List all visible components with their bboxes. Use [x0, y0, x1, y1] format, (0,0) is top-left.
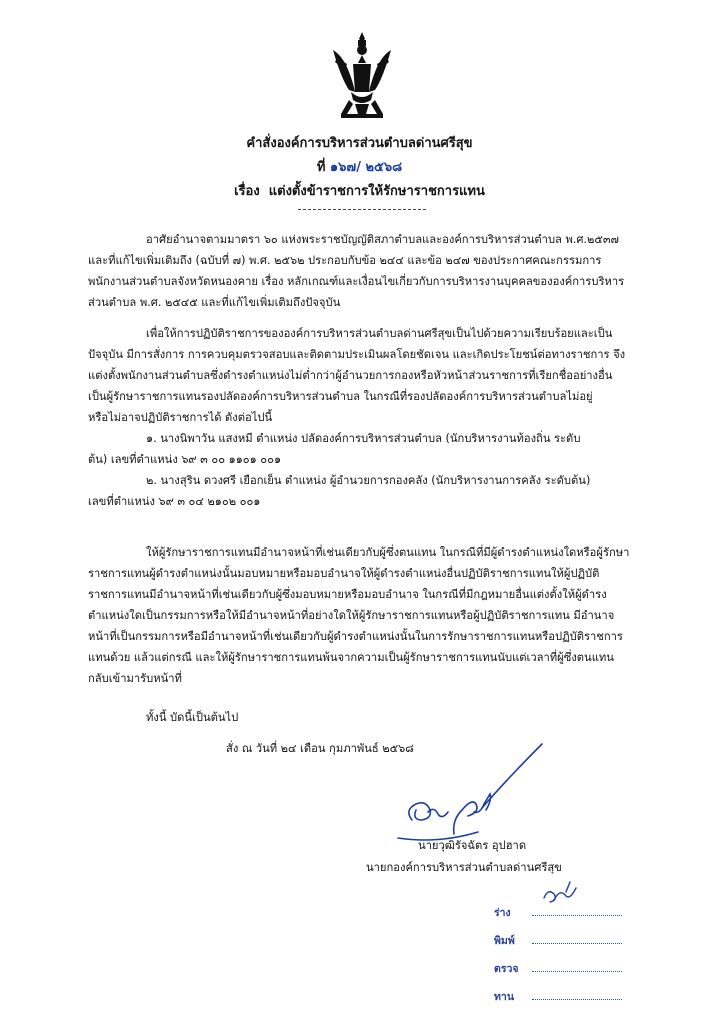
paragraph-line: หน้าที่เป็นกรรมการหรือมีอำนาจหน้าที่เช่นเดียวกับผู้ดำรงตำแหน่งนั้นในการรักษาราชการแทนหรือปฏิบัติราชการ [88, 630, 623, 643]
review-row-checked [472, 954, 622, 982]
appointee-2: ๒. นางสุริน ดวงศรี เยือกเย็น ตำแหน่ง ผู้อำนวยการกองคลัง (นักบริหารงานการคลัง ระดับต้น) [146, 474, 591, 487]
paragraph-line: แทนด้วย แล้วแต่กรณี และให้ผู้รักษาราชการแทนพ้นจากความเป็นผู้รักษาราชการแทนนับแต่เวลาที่ผู้ซึ่งตนแทน [88, 651, 614, 664]
review-dotted-line [532, 999, 622, 1000]
appointee-2-position-number: เลขที่ตำแหน่ง ๖๙ ๓ ๐๔ ๒๑๐๒ ๐๐๑ [88, 495, 261, 508]
paragraph-line: หรือไม่อาจปฏิบัติราชการได้ ดังต่อไปนี้ [88, 411, 273, 424]
order-number-prefix: ที่ [316, 160, 326, 175]
paragraph-line: ส่วนตำบล พ.ศ. ๒๕๔๕ และที่แก้ไขเพิ่มเติมถึงปัจจุบัน [88, 296, 341, 309]
review-dotted-line [532, 971, 622, 972]
review-label: ตรวจ [494, 963, 519, 975]
garuda-emblem-icon [327, 30, 397, 120]
review-dotted-line [532, 915, 622, 916]
paragraph-line: ปัจจุบัน มีการสั่งการ การควบคุมตรวจสอบและติดตามประเมินผลโดยชัดเจน และเกิดประโยชน์ต่อทางราชการ จึง [88, 348, 626, 361]
order-date: สั่ง ณ วันที่ ๒๔ เดือน กุมภาพันธ์ ๒๕๖๘ [226, 742, 414, 755]
appointee-1: ๑. นางนิพาวัน แสงหมี ตำแหน่ง ปลัดองค์การบริหารส่วนตำบล (นักบริหารงานท้องถิ่น ระดับ [146, 432, 581, 445]
paragraph-appointment [88, 323, 670, 512]
signer-position: นายกองค์การบริหารส่วนตำบลด่านศรีสุข [366, 861, 562, 874]
header-divider [298, 209, 426, 210]
order-number-value: ๑๖๗/ ๒๕๖๘ [329, 160, 403, 175]
order-title: คำสั่งองค์การบริหารส่วนตำบลด่านศรีสุข [246, 136, 473, 151]
order-number [0, 156, 719, 177]
review-row-draft [472, 898, 622, 926]
paragraph-line: เป็นผู้รักษาราชการแทนรองปลัดองค์การบริหารส่วนตำบล ในกรณีที่รองปลัดองค์การบริหารส่วนตำบลไม่อยู่ [88, 390, 593, 403]
review-row-typed [472, 926, 622, 954]
paragraph-line: พนักงานส่วนตำบลจังหวัดหนองคาย เรื่อง หลักเกณฑ์และเงื่อนไขเกี่ยวกับการบริหารงานบุคคลขององค์การบริหาร [88, 275, 625, 288]
paragraph-line: ให้ผู้รักษาราชการแทนมีอำนาจหน้าที่เช่นเดียวกับผู้ซึ่งตนแทน ในกรณีที่มีผู้ดำรงตำแหน่งใดหรือผู้รักษา [146, 546, 630, 559]
appointee-1-position-number: ต้น) เลขที่ตำแหน่ง ๖๙ ๓ ๐๐ ๑๑๐๑ ๐๐๑ [88, 453, 282, 466]
paragraph-line: และที่แก้ไขเพิ่มเติมถึง (ฉบับที่ ๗) พ.ศ. ๒๕๖๒ ประกอบกับข้อ ๒๔๔ และข้อ ๒๔๗ ของประกาศคณะกรรมการ [88, 254, 602, 267]
subject-text: แต่งตั้งข้าราชการให้รักษาราชการแทน [268, 184, 485, 199]
paragraph-line: ราชการแทนมีอำนาจหน้าที่เช่นเดียวกับผู้ซึ่งมอบหมายหรือมอบอำนาจ ในกรณีที่มีกฎหมายอื่นแต่งตั้งให้ผู้ดำรง [88, 588, 607, 601]
subject-label: เรื่อง [234, 184, 260, 199]
paragraph-powers [88, 542, 670, 689]
review-row-proofread [472, 982, 622, 1010]
review-label: ร่าง [494, 907, 511, 919]
paragraph-line: แต่งตั้งพนักงานส่วนตำบลซึ่งดำรงตำแหน่งไม่ต่ำกว่าผู้อำนวยการกองหรือหัวหน้าส่วนราชการที่เรียกชื่ออย่างอื่น [88, 369, 613, 382]
paragraph-line: อาศัยอำนาจตามมาตรา ๖๐ แห่งพระราชบัญญัติสภาตำบลและองค์การบริหารส่วนตำบล พ.ศ.๒๕๓๗ [146, 233, 619, 246]
paragraph-line: ตำแหน่งใดเป็นกรรมการหรือให้มีอำนาจหน้าที่อย่างใดให้ผู้รักษาราชการแทนหรือผู้ปฏิบัติราชการแทน มีอำนาจ [88, 609, 615, 622]
paragraph-authority [88, 229, 670, 313]
review-label: พิมพ์ [494, 935, 515, 947]
paragraph-line: กลับเข้ามารับหน้าที่ [88, 672, 182, 685]
review-dotted-line [532, 943, 622, 944]
signer-name: นายวุฒิรัจฉัตร อุปฮาด [418, 839, 527, 852]
paragraph-line: เพื่อให้การปฏิบัติราชการขององค์การบริหารส่วนตำบลด่านศรีสุขเป็นไปด้วยความเรียบร้อยและเป็น [146, 327, 613, 340]
effective-clause: ทั้งนี้ บัดนี้เป็นต้นไป [146, 711, 239, 724]
paragraph-line: ราชการแทนผู้ดำรงตำแหน่งนั้นมอบหมายหรือมอบอำนาจให้ผู้ดำรงตำแหน่งอื่นปฏิบัติราชการแทนให้ผู้ปฏิบัติ [88, 567, 600, 580]
review-stamp [472, 898, 622, 1010]
review-label: ทาน [494, 991, 514, 1003]
order-subject [0, 180, 719, 201]
